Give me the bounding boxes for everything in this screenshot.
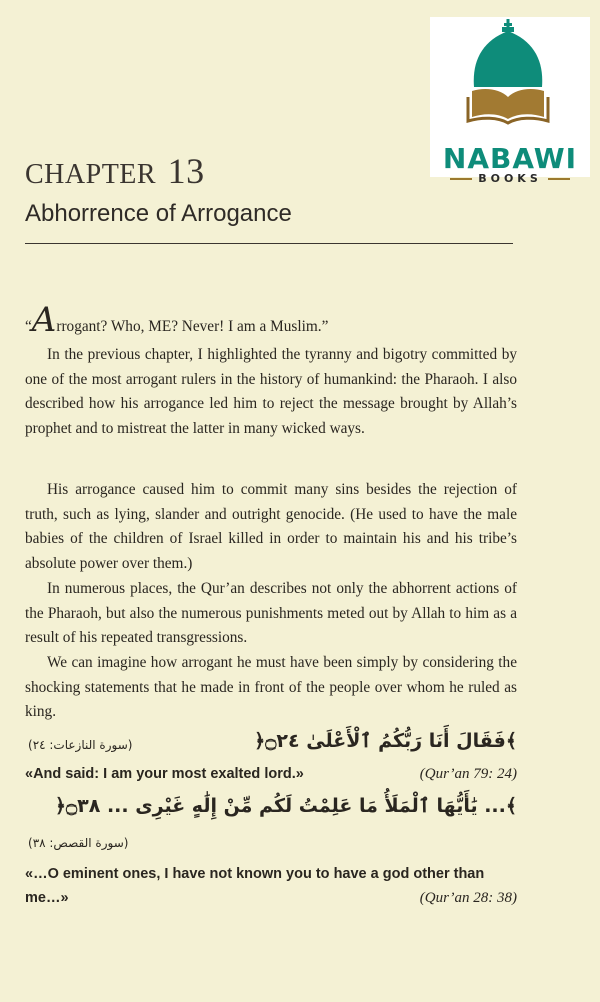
verse-reference-2: (Qur’an 28: 38) (419, 890, 517, 906)
quote-open-mark: “ (25, 318, 32, 335)
paragraph-2: His arrogance caused him to commit many sins besides the rejection of truth, such as lying, slander and outright genocide. (He used to have the male babies of the children of Israel killed in order to maintain his and his tribe’s absolute power over them.) (25, 481, 517, 572)
verse-reference-1: (Qur’an 79: 24) (419, 766, 517, 782)
paragraph-3: In numerous places, the Qur’an describes not only the abhorrent actions of the Pharaoh, but also the numerous punishments meted out by Allah to him as a result of his repeated transgressions. (25, 580, 517, 646)
opening-quote (25, 300, 517, 340)
paragraph-1: In the previous chapter, I highlighted the tyranny and bigotry committed by one of the most arrogant rulers in the history of humankind: the Pharaoh. I also described how his arrogance led him to reject the message brought by Allah’s prophet and to mistreat the latter in many wicked ways. (25, 346, 517, 437)
chapter-title: Abhorrence of Arrogance (25, 200, 292, 227)
arabic-verse-1: ﴾فَقَالَ أَنَا رَبُّكُمُ ٱلْأَعْلَىٰ ۝٢٤﴿ (254, 730, 517, 752)
chapter-number: 13 (167, 151, 205, 191)
verse-translation-2 (25, 862, 517, 910)
title-divider (25, 243, 513, 244)
arabic-reference-2: (سورة القصص: ٣٨) (28, 836, 129, 850)
arabic-reference-1: (سورة النازعات: ٢٤) (28, 738, 133, 752)
paragraph-4: We can imagine how arrogant he must have been simply by considering the shocking statements that he made in front of the people over whom he ruled as king. (25, 654, 517, 720)
dome-book-icon (430, 17, 590, 147)
verse-translation-1 (25, 762, 517, 786)
logo-name: NABAWI (442, 142, 578, 175)
chapter-label: CHAPTER (25, 159, 157, 190)
nabawi-books-logo (430, 17, 590, 185)
translation-text-1: «And said: I am your most exalted lord.» (25, 766, 304, 782)
translation-text-2a: «…O eminent ones, I have not known you to have a god other than (25, 866, 485, 882)
translation-text-2b: me…» (25, 890, 69, 906)
quote-text: rrogant? Who, ME? Never! I am a Muslim.” (56, 318, 329, 335)
decorative-initial: A (31, 300, 57, 340)
arabic-verse-2: ﴾... يَٰأَيُّهَا ٱلْمَلَأُ مَا عَلِمْتُ لَكُم مِّنْ إِلَٰهٍ غَيْرِى ... ۝٣٨﴿ (54, 795, 517, 817)
chapter-heading (25, 150, 205, 192)
logo-subtitle: BOOKS (430, 172, 590, 185)
